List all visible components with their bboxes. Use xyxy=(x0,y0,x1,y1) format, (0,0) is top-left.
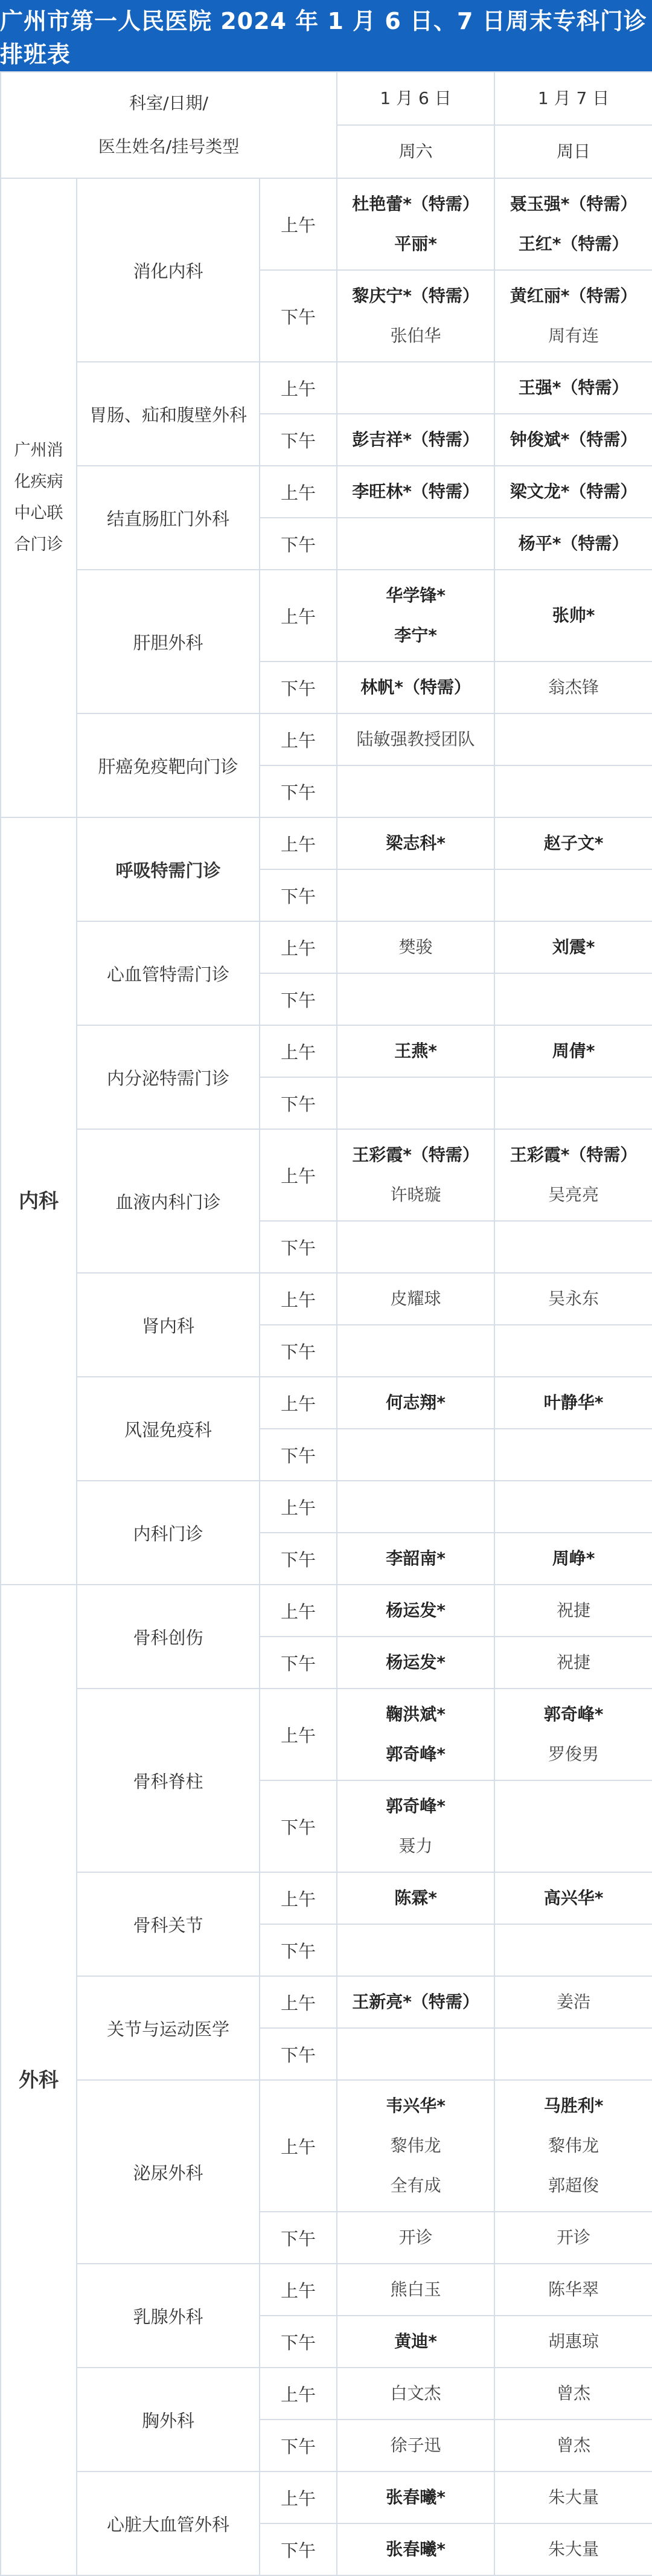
dept-name: 心血管特需门诊 xyxy=(77,921,260,1025)
group-label: 外科 xyxy=(19,2068,59,2091)
period-am: 上午 xyxy=(260,2471,337,2523)
doctor-name: 朱大量 xyxy=(548,2487,599,2507)
sat-cell xyxy=(337,2523,494,2575)
sat-cell xyxy=(337,1377,494,1429)
sat-cell xyxy=(337,1429,494,1481)
sat-cell xyxy=(337,1481,494,1533)
doctor-name: 刘震* xyxy=(552,937,595,957)
doctor-name: 鞠洪斌* xyxy=(386,1704,446,1724)
doctor-name: 林帆*（特需） xyxy=(360,677,471,697)
doctor-name: 叶静华* xyxy=(543,1393,604,1412)
dept-name: 风湿免疫科 xyxy=(77,1377,260,1481)
sun-cell xyxy=(494,1924,652,1976)
period-pm: 下午 xyxy=(260,2028,337,2080)
sat-cell xyxy=(337,2471,494,2523)
period-pm: 下午 xyxy=(260,2316,337,2368)
doctor-name: 王彩霞*（特需） xyxy=(352,1145,479,1165)
doctor-name: 陈华翠 xyxy=(548,2279,599,2299)
sun-cell xyxy=(494,570,652,662)
page-title: 广州市第一人民医院 2024 年 1 月 6 日、7 日周末专科门诊排班表 xyxy=(0,8,647,68)
period-pm: 下午 xyxy=(260,2212,337,2264)
title-bar xyxy=(0,0,652,71)
sat-cell xyxy=(337,2420,494,2471)
period-am: 上午 xyxy=(260,1481,337,1533)
period-pm: 下午 xyxy=(260,1325,337,1377)
doctor-name: 聂力 xyxy=(398,1836,433,1856)
period-pm: 下午 xyxy=(260,414,337,466)
sun-cell xyxy=(494,2316,652,2368)
doctor-name: 翁杰锋 xyxy=(548,677,599,697)
sat-cell xyxy=(337,2316,494,2368)
group-label: 广州消化疾病中心联合门诊 xyxy=(14,441,63,554)
sun-cell xyxy=(494,2080,652,2212)
dept-name: 胸外科 xyxy=(77,2368,260,2471)
sun-cell xyxy=(494,765,652,817)
dept-name: 骨科创伤 xyxy=(77,1585,260,1689)
doctor-name: 李韶南* xyxy=(386,1548,446,1568)
doctor-name: 黎庆宁*（特需） xyxy=(352,286,479,306)
dept-name: 关节与运动医学 xyxy=(77,1976,260,2080)
sat-cell xyxy=(337,518,494,570)
doctor-name: 彭吉祥*（特需） xyxy=(352,430,479,449)
table-row xyxy=(1,1481,652,1533)
group-cell-g2 xyxy=(1,817,77,1585)
doctor-name: 曾杰 xyxy=(557,2435,591,2455)
period-pm: 下午 xyxy=(260,2523,337,2575)
dept-name: 心脏大血管外科 xyxy=(77,2471,260,2575)
doctor-name: 祝捷 xyxy=(557,1652,591,1672)
sat-cell xyxy=(337,270,494,362)
period-pm: 下午 xyxy=(260,1533,337,1585)
sun-cell xyxy=(494,1872,652,1924)
dept-name: 消化内科 xyxy=(77,178,260,362)
sat-cell xyxy=(337,1924,494,1976)
doctor-name: 王燕* xyxy=(394,1041,437,1061)
sat-cell xyxy=(337,1129,494,1221)
doctor-name: 王彩霞*（特需） xyxy=(510,1145,638,1165)
group-cell-g1 xyxy=(1,178,77,817)
doctor-name: 钟俊斌*（特需） xyxy=(510,430,638,449)
sat-cell xyxy=(337,921,494,973)
doctor-name: 周峥* xyxy=(552,1548,595,1568)
sun-cell xyxy=(494,2471,652,2523)
dept-name: 泌尿外科 xyxy=(77,2080,260,2264)
doctor-name: 许晓璇 xyxy=(390,1185,441,1205)
sat-cell xyxy=(337,1221,494,1273)
doctor-name: 聂玉强*（特需） xyxy=(510,194,638,214)
sat-cell xyxy=(337,2264,494,2316)
doctor-name: 高兴华* xyxy=(543,1888,604,1908)
group-label: 内科 xyxy=(19,1189,59,1212)
doctor-name: 胡惠琼 xyxy=(548,2331,599,2351)
period-pm: 下午 xyxy=(260,2420,337,2471)
sun-cell xyxy=(494,921,652,973)
dept-name: 肾内科 xyxy=(77,1273,260,1377)
sun-cell xyxy=(494,869,652,921)
sun-cell xyxy=(494,2212,652,2264)
period-am: 上午 xyxy=(260,1025,337,1077)
dept-name: 呼吸特需门诊 xyxy=(77,817,260,921)
period-pm: 下午 xyxy=(260,869,337,921)
doctor-name: 黎伟龙 xyxy=(390,2136,441,2156)
sun-cell xyxy=(494,178,652,270)
doctor-name: 马胜利* xyxy=(543,2096,604,2116)
doctor-name: 李旺林*（特需） xyxy=(352,481,479,501)
sat-cell xyxy=(337,1325,494,1377)
doctor-name: 陈霖* xyxy=(394,1888,437,1908)
sat-cell xyxy=(337,2368,494,2420)
table-row xyxy=(1,2368,652,2420)
sun-cell xyxy=(494,1533,652,1585)
doctor-name: 全有成 xyxy=(390,2175,441,2195)
sun-cell xyxy=(494,2420,652,2471)
sun-cell xyxy=(494,1481,652,1533)
doctor-name: 平丽* xyxy=(394,234,437,254)
doctor-name: 张伯华 xyxy=(390,326,441,346)
date-sat: 1 月 6 日 xyxy=(337,72,494,125)
period-am: 上午 xyxy=(260,1872,337,1924)
sun-cell xyxy=(494,1780,652,1872)
doctor-name: 何志翔* xyxy=(386,1393,446,1412)
doctor-name: 王强*（特需） xyxy=(518,378,629,398)
doctor-name: 黄迪* xyxy=(394,2331,437,2351)
sun-cell xyxy=(494,362,652,414)
sun-cell xyxy=(494,1585,652,1637)
doctor-name: 张帅* xyxy=(552,605,595,625)
sat-cell xyxy=(337,1533,494,1585)
period-pm: 下午 xyxy=(260,973,337,1025)
sat-cell xyxy=(337,662,494,713)
doctor-name: 黄红丽*（特需） xyxy=(510,286,638,306)
doctor-name: 张春曦* xyxy=(386,2539,446,2559)
doctor-name: 杜艳蕾*（特需） xyxy=(352,194,479,214)
table-row xyxy=(1,1025,652,1077)
table-row xyxy=(1,466,652,518)
dept-name: 骨科关节 xyxy=(77,1872,260,1976)
sun-cell xyxy=(494,973,652,1025)
period-am: 上午 xyxy=(260,1377,337,1429)
table-row xyxy=(1,817,652,869)
table-row xyxy=(1,570,652,662)
period-pm: 下午 xyxy=(260,518,337,570)
dept-name: 乳腺外科 xyxy=(77,2264,260,2368)
day-sat: 周六 xyxy=(337,125,494,178)
period-am: 上午 xyxy=(260,817,337,869)
sat-cell xyxy=(337,362,494,414)
period-am: 上午 xyxy=(260,2080,337,2212)
doctor-name: 郭奇峰* xyxy=(386,1796,446,1816)
doctor-name: 陆敏强教授团队 xyxy=(356,729,475,749)
period-am: 上午 xyxy=(260,570,337,662)
dept-name: 胃肠、疝和腹壁外科 xyxy=(77,362,260,466)
sat-cell xyxy=(337,1689,494,1780)
day-sun: 周日 xyxy=(494,125,652,178)
table-row xyxy=(1,1129,652,1221)
table-row xyxy=(1,1689,652,1780)
doctor-name: 皮耀球 xyxy=(390,1289,441,1309)
doctor-name: 曾杰 xyxy=(557,2383,591,2403)
doctor-name: 杨平*（特需） xyxy=(518,533,629,553)
doctor-name: 祝捷 xyxy=(557,1600,591,1620)
corner-line-2: 医生姓名/挂号类型 xyxy=(98,137,240,156)
sat-cell xyxy=(337,973,494,1025)
doctor-name: 梁文龙*（特需） xyxy=(510,481,638,501)
dept-name: 内分泌特需门诊 xyxy=(77,1025,260,1129)
period-am: 上午 xyxy=(260,1689,337,1780)
doctor-name: 樊骏 xyxy=(398,937,433,957)
sun-cell xyxy=(494,1129,652,1221)
doctor-name: 杨运发* xyxy=(386,1652,446,1672)
sat-cell xyxy=(337,466,494,518)
period-pm: 下午 xyxy=(260,1077,337,1129)
doctor-name: 郭超俊 xyxy=(548,2175,599,2195)
sun-cell xyxy=(494,1689,652,1780)
dept-name: 骨科脊柱 xyxy=(77,1689,260,1872)
doctor-name: 罗俊男 xyxy=(548,1744,599,1764)
sat-cell xyxy=(337,1077,494,1129)
sat-cell xyxy=(337,2080,494,2212)
doctor-name: 张春曦* xyxy=(386,2487,446,2507)
sat-cell xyxy=(337,869,494,921)
sat-cell xyxy=(337,817,494,869)
doctor-name: 杨运发* xyxy=(386,1600,446,1620)
period-pm: 下午 xyxy=(260,270,337,362)
period-am: 上午 xyxy=(260,1129,337,1221)
table-row xyxy=(1,2471,652,2523)
period-am: 上午 xyxy=(260,2264,337,2316)
sat-cell xyxy=(337,2028,494,2080)
doctor-name: 梁志科* xyxy=(386,833,446,853)
period-am: 上午 xyxy=(260,921,337,973)
sat-cell xyxy=(337,570,494,662)
sat-cell xyxy=(337,1637,494,1689)
doctor-name: 开诊 xyxy=(557,2227,591,2247)
period-pm: 下午 xyxy=(260,1637,337,1689)
period-am: 上午 xyxy=(260,2368,337,2420)
dept-name: 血液内科门诊 xyxy=(77,1129,260,1273)
doctor-name: 李宁* xyxy=(394,625,437,645)
doctor-name: 郭奇峰* xyxy=(543,1704,604,1724)
corner-header xyxy=(1,72,337,178)
doctor-name: 黎伟龙 xyxy=(548,2136,599,2156)
doctor-name: 郭奇峰* xyxy=(386,1744,446,1764)
sun-cell xyxy=(494,662,652,713)
period-am: 上午 xyxy=(260,1976,337,2028)
doctor-name: 王新亮*（特需） xyxy=(352,1992,479,2012)
sun-cell xyxy=(494,1273,652,1325)
period-am: 上午 xyxy=(260,713,337,765)
dept-name: 结直肠肛门外科 xyxy=(77,466,260,570)
sat-cell xyxy=(337,1780,494,1872)
sun-cell xyxy=(494,713,652,765)
table-row xyxy=(1,2264,652,2316)
sat-cell xyxy=(337,1585,494,1637)
date-sun: 1 月 7 日 xyxy=(494,72,652,125)
doctor-name: 姜浩 xyxy=(557,1992,591,2012)
period-am: 上午 xyxy=(260,466,337,518)
sat-cell xyxy=(337,178,494,270)
sat-cell xyxy=(337,1273,494,1325)
sun-cell xyxy=(494,817,652,869)
doctor-name: 熊白玉 xyxy=(390,2279,441,2299)
sun-cell xyxy=(494,1025,652,1077)
doctor-name: 周倩* xyxy=(552,1041,595,1061)
doctor-name: 白文杰 xyxy=(390,2383,441,2403)
sun-cell xyxy=(494,1429,652,1481)
table-row xyxy=(1,362,652,414)
sun-cell xyxy=(494,1637,652,1689)
dept-name: 肝癌免疫靶向门诊 xyxy=(77,713,260,817)
table-row xyxy=(1,1377,652,1429)
period-am: 上午 xyxy=(260,1273,337,1325)
corner-line-1: 科室/日期/ xyxy=(129,93,208,113)
doctor-name: 华学锋* xyxy=(386,585,446,605)
doctor-name: 韦兴华* xyxy=(386,2096,446,2116)
period-am: 上午 xyxy=(260,178,337,270)
doctor-name: 开诊 xyxy=(398,2227,433,2247)
period-am: 上午 xyxy=(260,362,337,414)
sun-cell xyxy=(494,270,652,362)
sun-cell xyxy=(494,518,652,570)
table-row xyxy=(1,1585,652,1637)
sun-cell xyxy=(494,1077,652,1129)
group-cell-g3 xyxy=(1,1585,77,2575)
sun-cell xyxy=(494,414,652,466)
sun-cell xyxy=(494,1976,652,2028)
sat-cell xyxy=(337,1025,494,1077)
table-row xyxy=(1,1273,652,1325)
sun-cell xyxy=(494,466,652,518)
sat-cell xyxy=(337,2212,494,2264)
table-row xyxy=(1,713,652,765)
sun-cell xyxy=(494,2264,652,2316)
period-pm: 下午 xyxy=(260,1221,337,1273)
sun-cell xyxy=(494,2368,652,2420)
period-pm: 下午 xyxy=(260,1924,337,1976)
table-row xyxy=(1,2080,652,2212)
sun-cell xyxy=(494,2028,652,2080)
period-pm: 下午 xyxy=(260,662,337,713)
sun-cell xyxy=(494,1221,652,1273)
sat-cell xyxy=(337,1976,494,2028)
table-row xyxy=(1,1976,652,2028)
sat-cell xyxy=(337,765,494,817)
sun-cell xyxy=(494,2523,652,2575)
sat-cell xyxy=(337,1872,494,1924)
sun-cell xyxy=(494,1325,652,1377)
period-pm: 下午 xyxy=(260,765,337,817)
doctor-name: 徐子迅 xyxy=(390,2435,441,2455)
doctor-name: 周有连 xyxy=(548,326,599,346)
sat-cell xyxy=(337,414,494,466)
table-row xyxy=(1,921,652,973)
period-am: 上午 xyxy=(260,1585,337,1637)
table-row xyxy=(1,178,652,270)
doctor-name: 吴永东 xyxy=(548,1289,599,1309)
period-pm: 下午 xyxy=(260,1780,337,1872)
doctor-name: 赵子文* xyxy=(543,833,604,853)
table-row xyxy=(1,1872,652,1924)
dept-name: 肝胆外科 xyxy=(77,570,260,713)
period-pm: 下午 xyxy=(260,1429,337,1481)
dept-name: 内科门诊 xyxy=(77,1481,260,1585)
doctor-name: 王红*（特需） xyxy=(518,234,629,254)
sun-cell xyxy=(494,1377,652,1429)
doctor-name: 朱大量 xyxy=(548,2539,599,2559)
schedule-table xyxy=(0,71,652,2576)
doctor-name: 吴亮亮 xyxy=(548,1185,599,1205)
sat-cell xyxy=(337,713,494,765)
